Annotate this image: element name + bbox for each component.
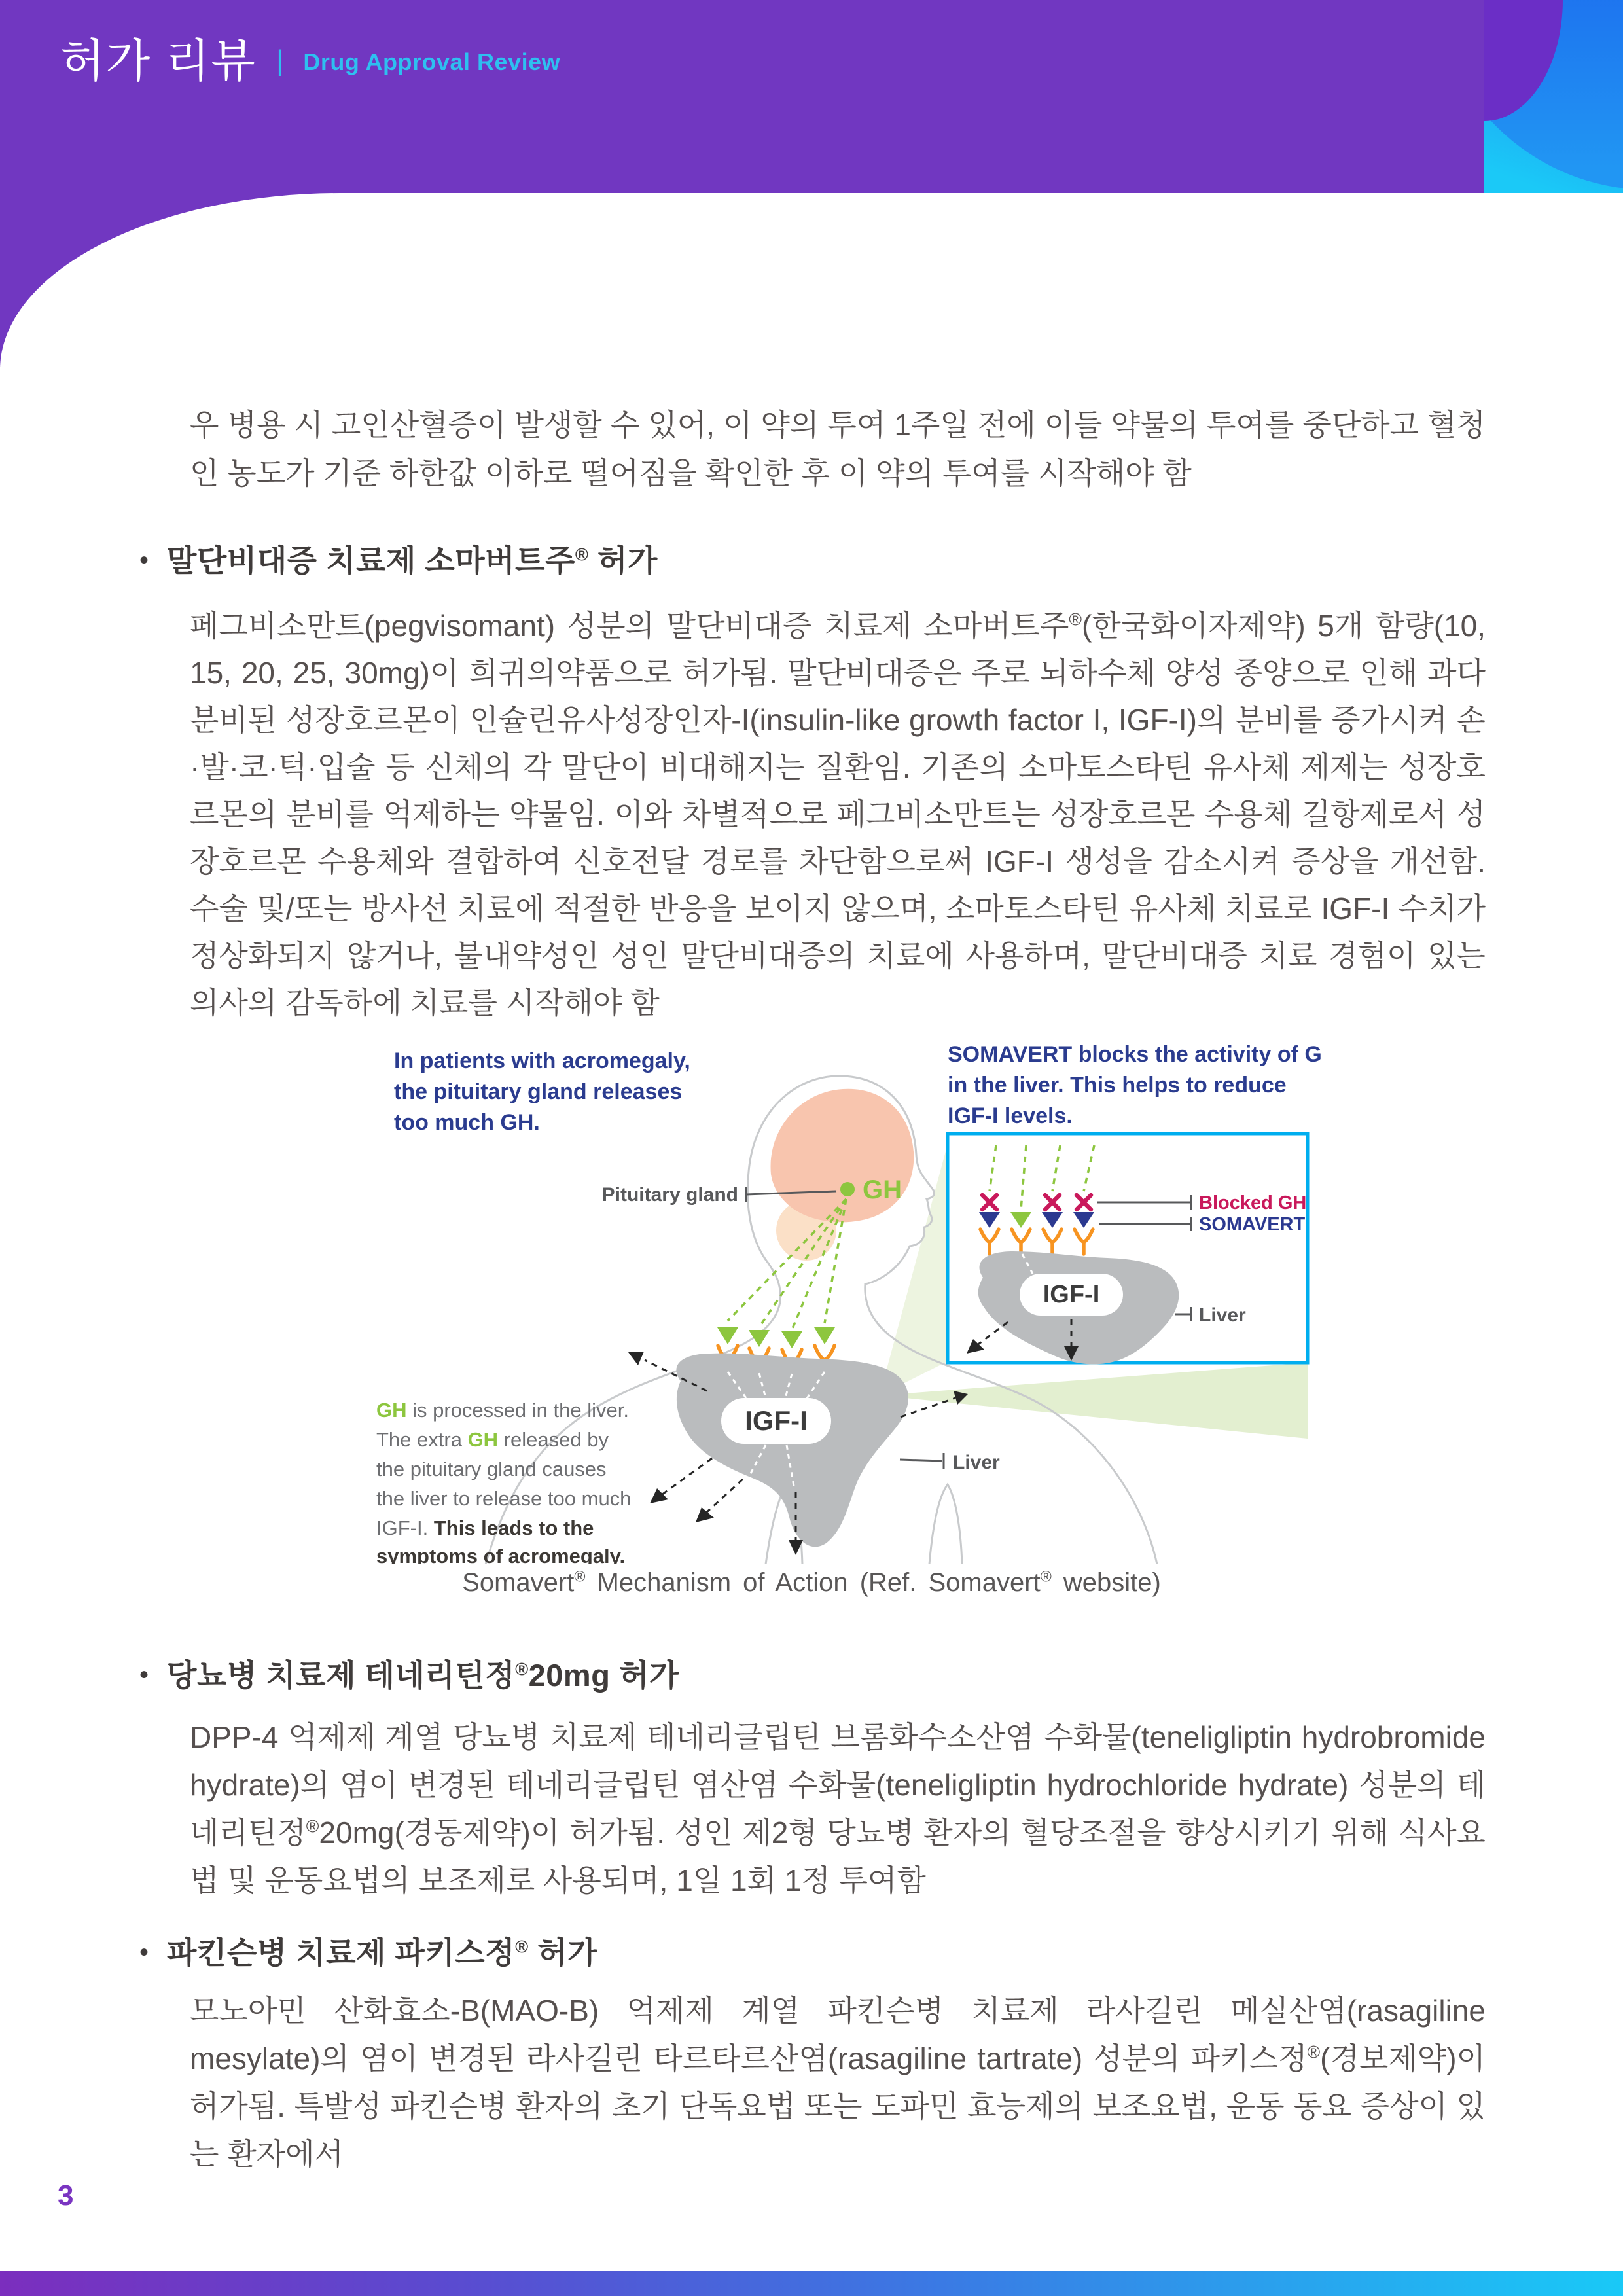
right-headline [948,1042,1322,1128]
section-2-body: DPP-4 억제제 계열 당뇨병 치료제 테네리글립틴 브롬화수소산염 수화물(teneligliptin hydrobromide hydrate)의 염이 변경된 테네리글립틴 염산염 수화물(teneligliptin hydrochloride hydrate) 성분의 테네리틴정®20mg(경동제약)이 허가됨. 성인 제2형 당뇨병 환자의 혈당조절을 향상시키기 위해 식사요법 및 운동요법의 보조제로 사용되며, 1일 1회 1정 투여함 [190,1720,1486,1897]
heading-post: 허가 [528,1935,598,1970]
igf-label-inset: IGF-I [1043,1281,1100,1308]
pituitary-gland-dot [840,1182,855,1196]
title-separator: | [276,45,284,77]
svg-text:symptoms of acromegaly.: symptoms of acromegaly. [376,1545,626,1564]
liver-body-connector [900,1460,942,1461]
section-3-body: 모노아민 산화효소-B(MAO-B) 억제제 계열 파킨슨병 치료제 라사길린 메실산염(rasagiline mesylate)의 염이 변경된 라사길린 타르타르산염(rasagiline tartrate) 성분의 파키스정®(경보제약)이 허가됨. 특발성 파킨슨병 환자의 초기 단독요법 또는 도파민 효능제의 보조요법, 운동 동요 증상이 있는 환자에서 [190,1994,1486,2171]
page-number: 3 [58,2179,74,2212]
svg-text:the liver to release too much: the liver to release too much [376,1487,632,1510]
page-title: 허가 리뷰 [60,35,257,86]
svg-text:GH is processed in the liver.: GH is processed in the liver. [376,1399,629,1422]
footer-gradient-bar [0,2271,1623,2296]
figure-svg [314,1034,1322,1564]
intro-paragraph: 우 병용 시 고인산혈증이 발생할 수 있어, 이 약의 투여 1주일 전에 이들 약물의 투여를 중단하고 혈청 인 농도가 기준 하한값 이하로 떨어짐을 확인한 후 이 약의 투여를 시작해야 함 [190,408,1486,490]
heading-post: 허가 [588,543,658,578]
svg-text:the pituitary gland releases: the pituitary gland releases [394,1079,683,1104]
heading-post: 20mg 허가 [528,1658,679,1693]
registered-mark: ® [575,544,589,565]
section-2-heading [139,1651,1488,1695]
page-subtitle: Drug Approval Review [303,48,561,75]
section-3-heading-text [167,1929,597,1973]
gh-label: GH [863,1175,902,1204]
bullet-icon: • [139,546,149,575]
svg-text:too much GH.: too much GH. [394,1110,540,1135]
bullet-icon: • [139,1660,149,1689]
bullet-icon: • [139,1938,149,1967]
somavert-label: SOMAVERT [1199,1214,1306,1235]
heading-pre: 말단비대증 치료제 소마버트주 [167,543,575,578]
header-corner-decoration [1484,0,1623,193]
svg-text:SOMAVERT blocks the activity o: SOMAVERT blocks the activity of GH [948,1042,1322,1067]
svg-text:IGF-I levels.: IGF-I levels. [948,1103,1073,1128]
left-headline [394,1049,690,1135]
heading-pre: 파킨슨병 치료제 파키스정 [167,1935,516,1970]
pituitary-label: Pituitary gland [601,1184,738,1206]
svg-text:the pituitary gland causes: the pituitary gland causes [376,1458,607,1480]
svg-text:in the liver. This helps to re: in the liver. This helps to reduce [948,1073,1287,1098]
liver-label-body: Liver [953,1452,1000,1473]
section-1-body: 페그비소만트(pegvisomant) 성분의 말단비대증 치료제 소마버트주®(한국화이자제약) 5개 함량(10, 15, 20, 25, 30mg)이 희귀의약품으로 허가됨. 말단비대증은 주로 뇌하수체 양성 종양으로 인해 과다분비된 성장호르몬이 인슐린유사성장인자-I(insulin-like growth factor I, IGF-I)의 분비를 증가시켜 손·발·코·턱·입술 등 신체의 각 말단이 비대해지는 질환임. 기존의 소마토스타틴 유사체 제제는 성장호르몬의 분비를 억제하는 약물임. 이와 차별적으로 페그비소만트는 성장호르몬 수용체 길항제로서 성장호르몬 수용체와 결합하여 신호전달 경로를 차단함으로써 IGF-I 생성을 감소시켜 증상을 개선함. 수술 및/또는 방사선 치료에 적절한 반응을 보이지 않으며, 소마토스타틴 유사체 치료로 IGF-I 수치가 정상화되지 않거나, 불내약성인 성인 말단비대증의 치료에 사용하며, 말단비대증 치료 경험이 있는 의사의 감독하에 치료를 시작해야 함 [190,609,1486,1020]
somavert-mechanism-figure [314,1034,1322,1564]
svg-text:The extra GH released by: The extra GH released by [376,1428,609,1451]
svg-text:In patients with acromegaly,: In patients with acromegaly, [394,1049,690,1073]
svg-text:IGF-I. This leads to the: IGF-I. This leads to the [376,1516,594,1539]
figure-caption: Somavert® Mechanism of Action (Ref. Somavert® website) [462,1568,1161,1597]
heading-pre: 당뇨병 치료제 테네리틴정 [167,1658,516,1693]
section-1-heading-text [167,537,658,581]
registered-mark: ® [515,1659,529,1679]
section-3-heading [139,1929,1488,1973]
registered-mark: ® [515,1936,529,1957]
igf-label-body: IGF-I [745,1405,808,1436]
liver-label-inset: Liver [1199,1304,1246,1326]
section-2-heading-text [167,1651,679,1695]
section-1-heading [139,537,1488,581]
blocked-gh-label: Blocked GH [1199,1193,1307,1213]
header-title-row [60,25,560,97]
